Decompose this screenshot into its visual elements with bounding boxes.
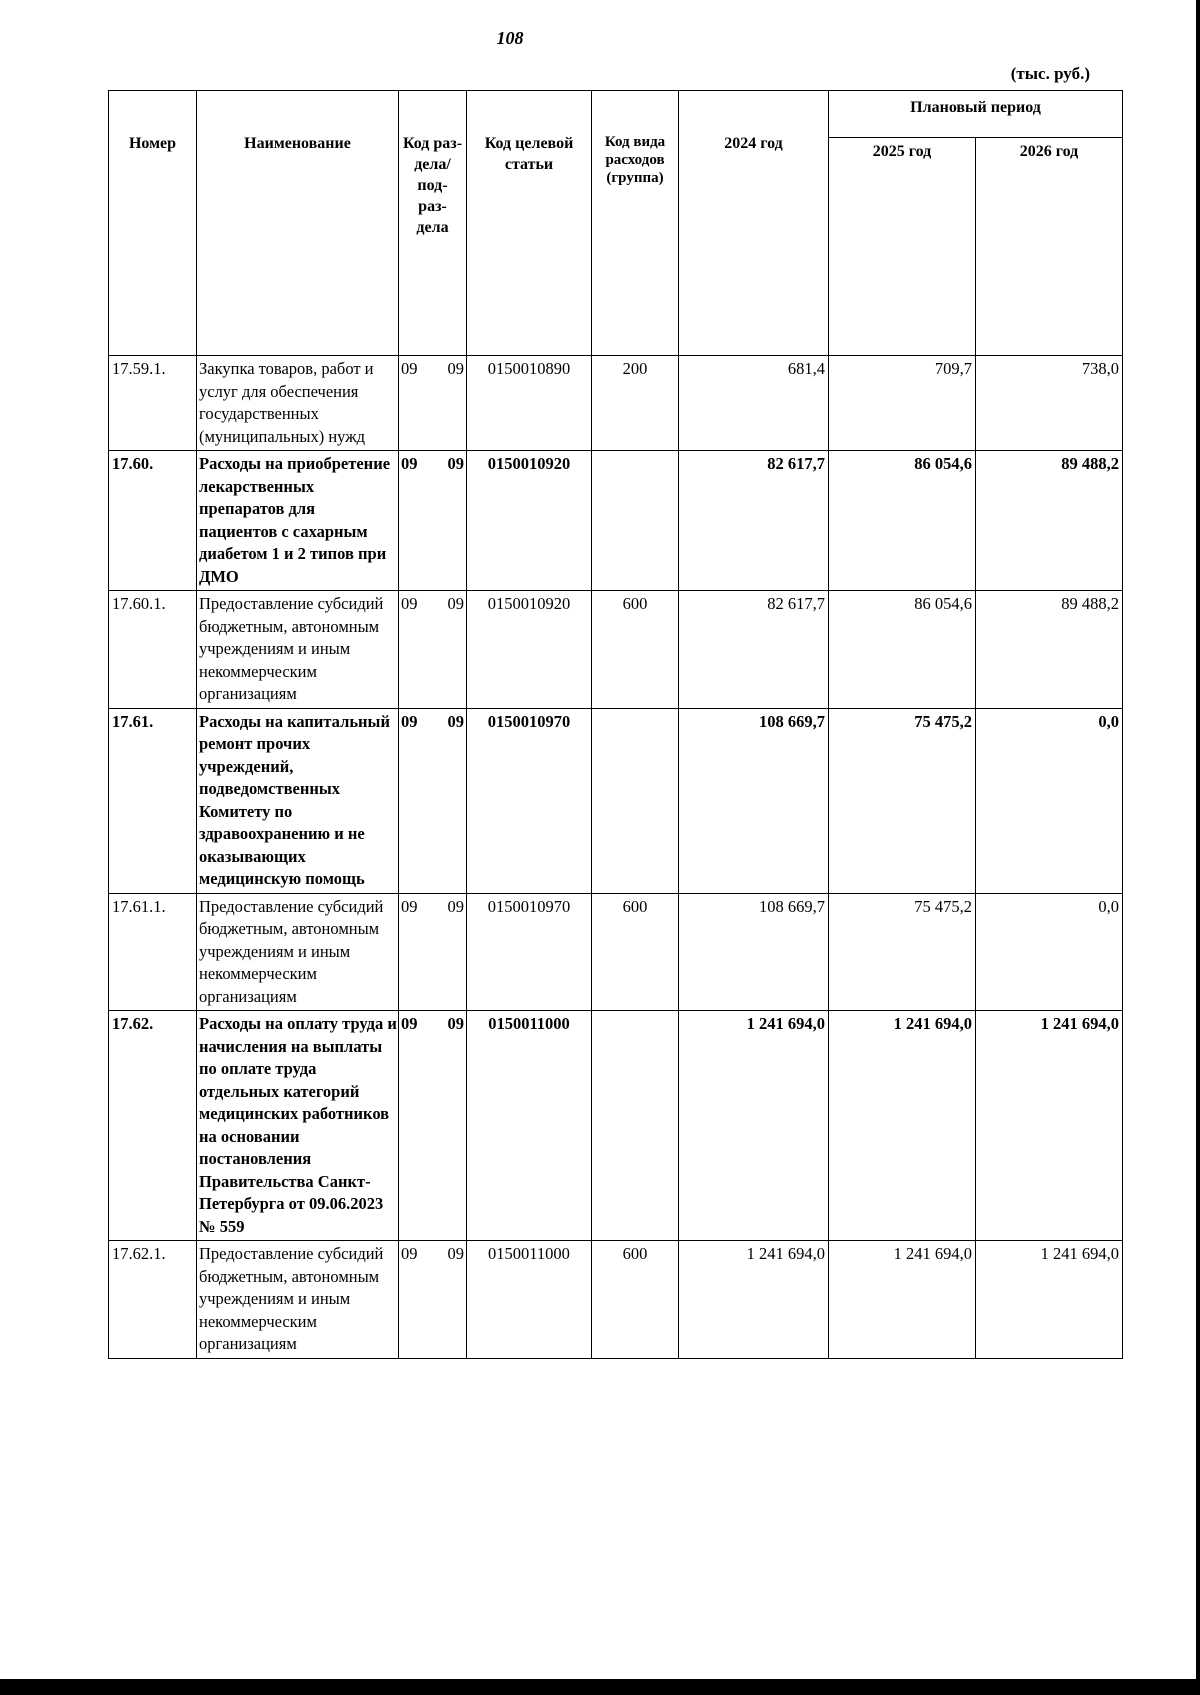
- row-section: [399, 451, 467, 591]
- row-name: Расходы на приобретение лекарственных препаратов для пациентов с сахарным диабетом 1 и 2 типов при ДМО: [197, 451, 399, 591]
- section-codes: [401, 453, 464, 476]
- row-value-2024: 681,4: [679, 356, 829, 451]
- row-value-2026: 0,0: [976, 893, 1123, 1011]
- row-value-2025: 1 241 694,0: [829, 1241, 976, 1359]
- table-row: [109, 1241, 1123, 1359]
- subsection-code: 09: [447, 359, 464, 378]
- row-expense-code: [592, 708, 679, 893]
- row-name: Расходы на капитальный ремонт прочих учреждений, подведомственных Комитету по здравоохранению и не оказывающих медицинскую помощь: [197, 708, 399, 893]
- row-value-2024: 82 617,7: [679, 591, 829, 709]
- section-codes: [401, 593, 464, 616]
- header-2025: 2025 год: [829, 137, 976, 355]
- row-value-2025: 86 054,6: [829, 591, 976, 709]
- section-codes: [401, 358, 464, 381]
- subsection-code: 09: [447, 1014, 464, 1033]
- row-expense-code: 200: [592, 356, 679, 451]
- section-codes: [401, 711, 464, 734]
- row-value-2024: 108 669,7: [679, 893, 829, 1011]
- header-target: Код целевой статьи: [467, 91, 592, 356]
- table-row: [109, 591, 1123, 709]
- row-value-2026: 89 488,2: [976, 451, 1123, 591]
- table-row: [109, 1011, 1123, 1241]
- subsection-code: 09: [447, 896, 464, 916]
- row-expense-code: 600: [592, 893, 679, 1011]
- header-name: Наименование: [197, 91, 399, 356]
- subsection-code: 09: [447, 594, 464, 613]
- row-value-2026: 0,0: [976, 708, 1123, 893]
- row-section: [399, 893, 467, 1011]
- row-section: [399, 708, 467, 893]
- row-value-2024: 1 241 694,0: [679, 1241, 829, 1359]
- section-code: 09: [401, 896, 418, 916]
- row-target-code: 0150011000: [467, 1011, 592, 1241]
- row-expense-code: 600: [592, 1241, 679, 1359]
- header-number: Номер: [109, 91, 197, 356]
- header-2026: 2026 год: [976, 137, 1123, 355]
- section-code: 09: [401, 1014, 418, 1033]
- row-number: 17.61.: [109, 708, 197, 893]
- row-value-2026: 1 241 694,0: [976, 1241, 1123, 1359]
- row-value-2025: 75 475,2: [829, 893, 976, 1011]
- row-target-code: 0150011000: [467, 1241, 592, 1359]
- row-target-code: 0150010970: [467, 893, 592, 1011]
- section-code: 09: [401, 594, 418, 613]
- row-target-code: 0150010890: [467, 356, 592, 451]
- row-value-2025: 86 054,6: [829, 451, 976, 591]
- scan-edge: [1196, 0, 1200, 1695]
- row-value-2024: 1 241 694,0: [679, 1011, 829, 1241]
- header-2024: 2024 год: [679, 91, 829, 356]
- row-value-2025: 75 475,2: [829, 708, 976, 893]
- row-number: 17.60.: [109, 451, 197, 591]
- row-name: Расходы на оплату труда и начисления на выплаты по оплате труда отдельных категорий медицинских работников на основании постановления Правительства Санкт-Петербурга от 09.06.2023 № 559: [197, 1011, 399, 1241]
- row-expense-code: [592, 451, 679, 591]
- row-target-code: 0150010920: [467, 591, 592, 709]
- table-row: [109, 451, 1123, 591]
- row-section: [399, 591, 467, 709]
- subsection-code: 09: [447, 454, 464, 473]
- row-number: 17.61.1.: [109, 893, 197, 1011]
- row-number: 17.59.1.: [109, 356, 197, 451]
- row-section: [399, 1011, 467, 1241]
- scan-border: [0, 1679, 1200, 1695]
- section-code: 09: [401, 1244, 418, 1263]
- units-label: (тыс. руб.): [1010, 64, 1090, 83]
- row-number: 17.62.1.: [109, 1241, 197, 1359]
- subsection-code: 09: [447, 1244, 464, 1263]
- row-value-2025: 1 241 694,0: [829, 1011, 976, 1241]
- row-value-2025: 709,7: [829, 356, 976, 451]
- table-body: [109, 356, 1123, 1359]
- subsection-code: 09: [447, 711, 464, 731]
- table-row: [109, 708, 1123, 893]
- row-name: Предоставление субсидий бюджетным, автономным учреждениям и иным некоммерческим организациям: [197, 591, 399, 709]
- row-name: Предоставление субсидий бюджетным, автономным учреждениям и иным некоммерческим организациям: [197, 893, 399, 1011]
- section-code: 09: [401, 711, 418, 731]
- row-name: Предоставление субсидий бюджетным, автономным учреждениям и иным некоммерческим организациям: [197, 1241, 399, 1359]
- section-code: 09: [401, 359, 418, 378]
- row-name: Закупка товаров, работ и услуг для обеспечения государственных (муниципальных) нужд: [197, 356, 399, 451]
- row-target-code: 0150010920: [467, 451, 592, 591]
- row-number: 17.60.1.: [109, 591, 197, 709]
- section-codes: [401, 896, 464, 919]
- row-value-2026: 738,0: [976, 356, 1123, 451]
- row-value-2024: 108 669,7: [679, 708, 829, 893]
- section-codes: [401, 1013, 464, 1036]
- section-code: 09: [401, 454, 418, 473]
- row-number: 17.62.: [109, 1011, 197, 1241]
- row-expense-code: [592, 1011, 679, 1241]
- row-section: [399, 356, 467, 451]
- budget-table: [108, 90, 1123, 1359]
- header-planned-period: Плановый период: [829, 91, 1123, 138]
- row-section: [399, 1241, 467, 1359]
- row-expense-code: 600: [592, 591, 679, 709]
- row-value-2024: 82 617,7: [679, 451, 829, 591]
- page-number: 108: [496, 28, 524, 48]
- header-section: Код раз- дела/ под- раз- дела: [399, 91, 467, 356]
- row-value-2026: 1 241 694,0: [976, 1011, 1123, 1241]
- table-row: [109, 893, 1123, 1011]
- section-codes: [401, 1243, 464, 1266]
- row-value-2026: 89 488,2: [976, 591, 1123, 709]
- table-row: [109, 356, 1123, 451]
- row-target-code: 0150010970: [467, 708, 592, 893]
- header-expense: Код вида расходов (группа): [592, 91, 679, 356]
